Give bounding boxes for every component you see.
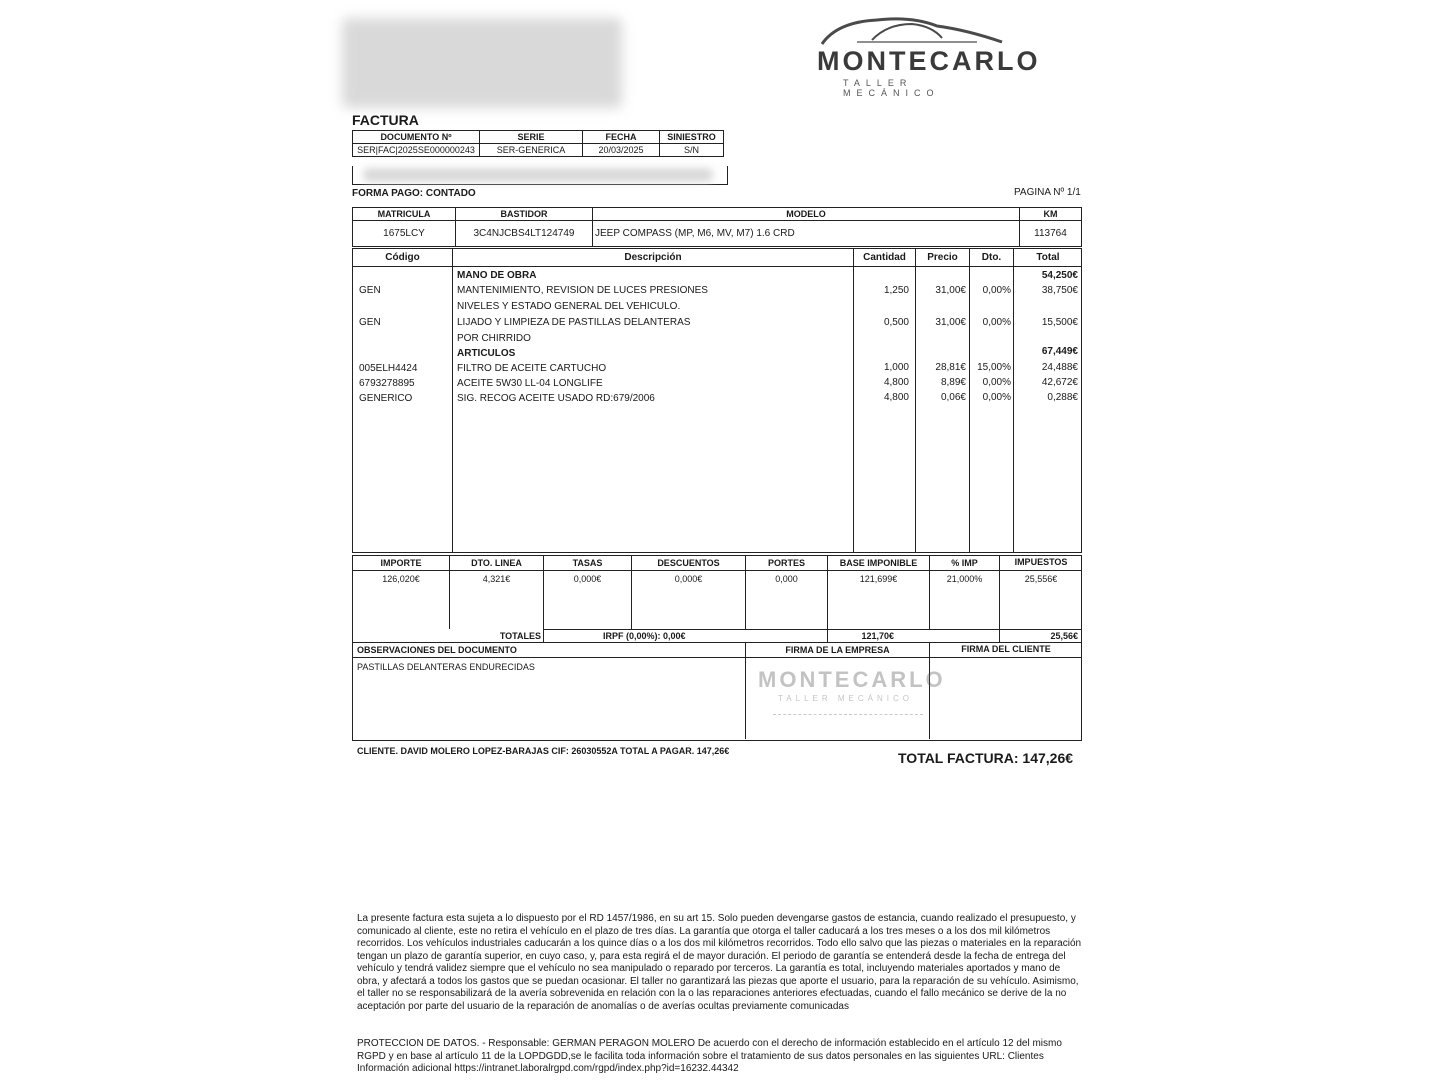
firma-empresa-label: FIRMA DE LA EMPRESA bbox=[785, 645, 890, 655]
row-codigo: 6793278895 bbox=[359, 378, 415, 389]
row-codigo: GENERICO bbox=[359, 393, 413, 404]
header-precio: Precio bbox=[927, 252, 958, 263]
sum-header-base: BASE IMPONIBLE bbox=[839, 558, 918, 568]
sum-value-portes: 0,000 bbox=[775, 574, 798, 584]
observaciones-label: OBSERVACIONES DEL DOCUMENTO bbox=[357, 645, 517, 655]
section-total: 54,250€ bbox=[1041, 270, 1078, 281]
row-dto: 15,00% bbox=[977, 362, 1011, 373]
label-modelo: MODELO bbox=[593, 208, 1020, 221]
row-codigo: 005ELH4424 bbox=[359, 363, 418, 374]
row-precio: 8,89€ bbox=[940, 377, 966, 388]
row-dto: 0,00% bbox=[982, 377, 1011, 388]
row-cantidad: 1,000 bbox=[883, 362, 909, 373]
cliente-line: CLIENTE. DAVID MOLERO LOPEZ-BARAJAS CIF: 26030552A TOTAL A PAGAR. 147,26€ bbox=[357, 746, 730, 756]
value-bastidor: 3C4NJCBS4LT124749 bbox=[456, 221, 593, 247]
sum-value-dto-linea: 4,321€ bbox=[482, 574, 511, 584]
row-precio: 28,81€ bbox=[935, 362, 966, 373]
sum-value-impuestos: 25,556€ bbox=[1024, 574, 1058, 584]
value-serie: SER-GENERICA bbox=[480, 144, 583, 157]
summary-table bbox=[352, 555, 1082, 643]
firma-cliente-label: FIRMA DEL CLIENTE bbox=[961, 644, 1051, 654]
sum-header-dto-linea: DTO. LINEA bbox=[471, 558, 522, 568]
header-descripcion: Descripción bbox=[624, 252, 682, 263]
forma-pago: FORMA PAGO: CONTADO bbox=[352, 188, 476, 199]
brand-name: MONTECARLO bbox=[817, 46, 1041, 76]
row-total: 0,288€ bbox=[1047, 392, 1078, 403]
doc-title: FACTURA bbox=[352, 112, 419, 128]
label-matricula: MATRICULA bbox=[353, 208, 456, 221]
row-desc: SIG. RECOG ACEITE USADO RD:679/2006 bbox=[457, 393, 655, 404]
header-total: Total bbox=[1036, 252, 1060, 263]
sum-header-tasas: TASAS bbox=[572, 558, 603, 568]
row-desc-cont: POR CHIRRIDO bbox=[457, 333, 531, 344]
company-stamp bbox=[758, 659, 946, 737]
totales-label: TOTALES bbox=[499, 631, 541, 641]
label-siniestro: SINIESTRO bbox=[660, 131, 724, 144]
label-documento: DOCUMENTO Nº bbox=[353, 131, 480, 144]
irpf-total: IRPF (0,00%): 0,00€ bbox=[603, 631, 686, 641]
row-dto: 0,00% bbox=[982, 392, 1011, 403]
row-cantidad: 1,250 bbox=[883, 285, 909, 296]
row-dto: 0,00% bbox=[982, 317, 1011, 328]
sum-value-imp: 21,000% bbox=[946, 574, 983, 584]
stamp-name: MONTECARLO bbox=[758, 667, 946, 692]
legal-proteccion-datos: PROTECCION DE DATOS. - Responsable: GERMAN PERAGON MOLERO De acuerdo con el derecho de información establecido en el artículo 12 del mismo RGPD y en base al artículo 11 de la LOPDGDD,se le facilita toda información sobre el tratamiento de sus datos personales en las siguientes URL: Clientes Información adicional https://intranet.laboralrgpd.com/rgpd/index.php?id=16232.44342 bbox=[357, 1038, 1062, 1074]
sum-value-importe: 126,020€ bbox=[382, 574, 420, 584]
label-km: KM bbox=[1020, 208, 1082, 221]
doc-header-table bbox=[352, 130, 724, 157]
header-dto: Dto. bbox=[981, 252, 1002, 263]
vehicle-table bbox=[352, 207, 1082, 247]
section-title: MANO DE OBRA bbox=[457, 270, 537, 281]
sum-value-base: 121,699€ bbox=[859, 574, 898, 584]
row-codigo: GEN bbox=[359, 285, 381, 296]
row-desc-cont: NIVELES Y ESTADO GENERAL DEL VEHICULO. bbox=[457, 301, 681, 312]
sum-value-descuentos: 0,000€ bbox=[674, 574, 703, 584]
observations-section bbox=[352, 643, 1082, 741]
sum-header-importe: IMPORTE bbox=[380, 558, 422, 568]
sum-header-descuentos: DESCUENTOS bbox=[657, 558, 720, 568]
row-total: 24,488€ bbox=[1041, 362, 1078, 373]
impuestos-total: 25,56€ bbox=[1050, 631, 1078, 641]
row-total: 15,500€ bbox=[1041, 317, 1078, 328]
legal-garantia: La presente factura esta sujeta a lo dispuesto por el RD 1457/1986, en su art 15. Solo pueden devengarse gastos de estancia, cuando realizado el presupuesto, y comunicado al cliente, este no retira el vehículo en el plazo de tres días. La garantía que otorga el taller caducará a los tres meses o a los dos mil kilómetros recorridos. Los vehículos industriales caducarán a los quince días o a los dos mil kilómetros recorridos. Todo ello salvo que las piezas o materiales en la reparación tengan un plazo de garantía superior, en cuyo caso, y, para esta regirá el de mayor duración. El periodo de garantía se entenderá desde la fecha de entrega del vehículo y tendrá validez siempre que el vehículo no sea manipulado o reparado por terceros. La garantía es total, incluyendo materiales aportados y mano de obra, y afectará a todos los gastos que se puedan ocasionar. El taller no garantizará las piezas que aporte el usuario, para la reparación de su vehículo. Asimismo, el taller no se responsabilizará de la avería sobrevenida en relación con la o las reparaciones anteriores efectuadas, cuando el fallo mecánico se derive de la no aceptación por parte del usuario de la reparación de anomalías o de averías ocultas previamente comunicadas bbox=[357, 913, 1082, 1012]
label-bastidor: BASTIDOR bbox=[456, 208, 593, 221]
row-cantidad: 4,800 bbox=[883, 377, 909, 388]
row-cantidad: 4,800 bbox=[883, 392, 909, 403]
row-dto: 0,00% bbox=[982, 285, 1011, 296]
value-matricula: 1675LCY bbox=[353, 221, 456, 247]
redacted-company-info bbox=[342, 18, 622, 108]
sum-header-portes: PORTES bbox=[767, 558, 805, 568]
pagina: PAGINA Nº 1/1 bbox=[1014, 187, 1081, 198]
value-fecha: 20/03/2025 bbox=[583, 144, 660, 157]
row-precio: 31,00€ bbox=[935, 285, 966, 296]
base-total: 121,70€ bbox=[861, 631, 894, 641]
header-cantidad: Cantidad bbox=[863, 252, 906, 263]
row-desc: LIJADO Y LIMPIEZA DE PASTILLAS DELANTERAS bbox=[457, 317, 691, 328]
stamp-sub: TALLER MECÁNICO bbox=[778, 694, 913, 703]
line-items-table bbox=[352, 248, 1082, 553]
row-desc: MANTENIMIENTO, REVISION DE LUCES PRESIONES bbox=[457, 285, 708, 296]
row-codigo: GEN bbox=[359, 317, 381, 328]
row-total: 38,750€ bbox=[1041, 285, 1078, 296]
row-desc: ACEITE 5W30 LL-04 LONGLIFE bbox=[457, 378, 603, 389]
value-km: 113764 bbox=[1020, 221, 1082, 247]
sum-header-imp: % IMP bbox=[951, 558, 978, 568]
row-total: 42,672€ bbox=[1041, 377, 1078, 388]
row-desc: FILTRO DE ACEITE CARTUCHO bbox=[457, 363, 607, 374]
label-serie: SERIE bbox=[480, 131, 583, 144]
value-modelo: JEEP COMPASS (MP, M6, MV, M7) 1.6 CRD bbox=[593, 221, 1020, 247]
value-documento: SER|FAC|2025SE000000243 bbox=[353, 144, 480, 157]
section-title: ARTICULOS bbox=[457, 348, 516, 359]
header-codigo: Código bbox=[385, 252, 420, 263]
section-total: 67,449€ bbox=[1041, 346, 1078, 357]
sum-header-impuestos: IMPUESTOS bbox=[1014, 557, 1068, 567]
row-precio: 31,00€ bbox=[935, 317, 966, 328]
brand-logo bbox=[815, 12, 1041, 98]
label-fecha: FECHA bbox=[583, 131, 660, 144]
redacted-client-box bbox=[352, 166, 728, 185]
row-cantidad: 0,500 bbox=[883, 317, 909, 328]
total-factura: TOTAL FACTURA: 147,26€ bbox=[898, 750, 1074, 766]
row-precio: 0,06€ bbox=[940, 392, 966, 403]
observaciones-text: PASTILLAS DELANTERAS ENDURECIDAS bbox=[357, 662, 535, 672]
brand-tagline: TALLER MECÁNICO bbox=[843, 78, 940, 98]
sum-value-tasas: 0,000€ bbox=[573, 574, 602, 584]
value-siniestro: S/N bbox=[660, 144, 724, 157]
